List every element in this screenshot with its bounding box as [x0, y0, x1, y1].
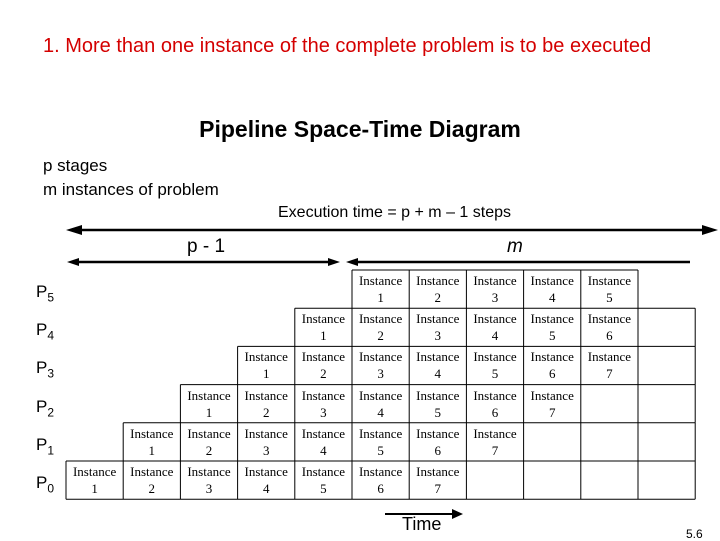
instance-word: Instance — [473, 425, 517, 441]
instance-word: Instance — [187, 387, 231, 403]
stage-label-index: 1 — [47, 443, 55, 458]
instance-cell — [123, 463, 180, 497]
instance-number: 7 — [491, 442, 499, 458]
stage-label — [36, 358, 54, 380]
instance-cell — [581, 310, 638, 344]
instance-cell — [409, 463, 466, 497]
instance-word: Instance — [473, 349, 517, 365]
instance-word: Instance — [358, 273, 403, 288]
sub-span-arrows — [67, 258, 690, 266]
note-stages: p stages — [43, 156, 108, 175]
stage-label-base: P — [36, 282, 48, 301]
instance-cell — [295, 425, 352, 459]
instance-word: Instance — [416, 464, 460, 479]
execution-time-label: Execution time = p + m – 1 steps — [278, 204, 512, 221]
instance-cell — [409, 425, 466, 459]
instance-word: Instance — [530, 349, 574, 365]
instance-number: 4 — [262, 481, 270, 496]
instance-word: Instance — [130, 425, 174, 441]
instance-number: 5 — [320, 481, 327, 496]
instance-cell — [352, 310, 409, 344]
instance-word: Instance — [416, 425, 460, 441]
instance-number: 7 — [434, 481, 442, 496]
stage-label — [36, 282, 54, 304]
instance-number: 1 — [148, 442, 156, 458]
instance-cell — [524, 387, 581, 421]
instance-cell — [466, 310, 523, 344]
instance-number: 5 — [491, 366, 499, 382]
instance-cell — [466, 425, 523, 459]
stage-label-base: P — [36, 434, 48, 454]
instance-number: 6 — [548, 366, 556, 382]
instance-number: 2 — [320, 366, 327, 382]
instance-number: 7 — [606, 366, 613, 382]
instance-cell — [352, 272, 409, 306]
instance-word: Instance — [530, 311, 574, 327]
instance-cell — [352, 463, 409, 497]
instance-word: Instance — [530, 387, 574, 403]
stage-label-index: 3 — [47, 366, 55, 381]
instance-number: 6 — [606, 328, 613, 344]
instance-cell — [581, 272, 638, 306]
instance-number: 3 — [377, 366, 384, 382]
stage-label — [36, 473, 54, 495]
execution-span-arrow — [66, 225, 718, 235]
page-number: 5.6 — [686, 527, 703, 541]
instance-cell — [352, 348, 409, 382]
instance-number: 2 — [262, 404, 270, 420]
instance-number: 6 — [491, 404, 499, 420]
instance-number: 2 — [205, 442, 213, 458]
instance-cell — [466, 387, 523, 421]
span-label-p-minus-1: p - 1 — [187, 236, 226, 257]
instance-word: Instance — [416, 273, 460, 288]
instance-cell — [409, 272, 466, 306]
instance-number: 5 — [377, 442, 384, 458]
span-label-m: m — [507, 236, 523, 257]
instance-word: Instance — [473, 387, 517, 403]
stage-label-base: P — [36, 396, 48, 416]
instance-number: 6 — [434, 442, 442, 458]
instance-cell — [238, 387, 295, 421]
instance-number: 3 — [320, 404, 327, 420]
instance-number: 3 — [434, 328, 442, 344]
instance-word: Instance — [244, 387, 288, 403]
instance-number: 4 — [320, 442, 327, 458]
instance-word: Instance — [358, 387, 403, 403]
instance-number: 4 — [377, 404, 384, 420]
instance-cell — [295, 310, 352, 344]
stage-label-base: P — [36, 358, 48, 378]
instance-cell — [581, 348, 638, 382]
time-axis-label: Time — [402, 514, 442, 534]
instance-word: Instance — [244, 425, 288, 441]
instance-word: Instance — [244, 349, 288, 365]
instance-word: Instance — [358, 349, 403, 365]
instance-number: 5 — [434, 404, 442, 420]
instance-word: Instance — [530, 273, 574, 288]
instance-cell — [180, 387, 237, 421]
instance-word: Instance — [587, 349, 632, 365]
instance-word: Instance — [130, 464, 174, 479]
instance-number: 2 — [377, 328, 384, 344]
instance-cell — [295, 387, 352, 421]
instance-cell — [352, 425, 409, 459]
instance-word: Instance — [358, 311, 403, 327]
instance-cell — [466, 272, 523, 306]
stage-label-base: P — [36, 473, 48, 492]
instance-number: 7 — [548, 404, 556, 420]
instance-number: 1 — [320, 328, 327, 344]
instance-word: Instance — [416, 387, 460, 403]
instance-number: 3 — [205, 481, 213, 496]
instance-cell — [409, 348, 466, 382]
instance-word: Instance — [301, 349, 346, 365]
instance-number: 2 — [434, 290, 442, 305]
instance-word: Instance — [301, 464, 346, 479]
instance-word: Instance — [416, 311, 460, 327]
instance-word: Instance — [473, 273, 517, 288]
instance-word: Instance — [244, 464, 288, 479]
instance-number: 2 — [148, 481, 156, 496]
instance-number: 1 — [205, 404, 213, 420]
instance-number: 6 — [377, 481, 384, 496]
diagram-title: Pipeline Space-Time Diagram — [199, 116, 521, 142]
stage-label — [36, 435, 54, 457]
instance-number: 3 — [262, 442, 270, 458]
stage-label-base: P — [36, 320, 48, 340]
instance-cell — [409, 310, 466, 344]
instance-cell — [466, 348, 523, 382]
instance-number: 1 — [91, 481, 98, 496]
instance-word: Instance — [416, 349, 460, 365]
instance-cell — [524, 272, 581, 306]
instance-cell — [524, 310, 581, 344]
instance-cell — [66, 463, 123, 497]
instance-number: 3 — [491, 290, 499, 305]
instance-word: Instance — [187, 425, 231, 441]
instance-number: 1 — [377, 290, 384, 305]
instance-word: Instance — [587, 273, 632, 288]
instance-cell — [238, 425, 295, 459]
instance-cell — [238, 348, 295, 382]
instance-cell — [238, 463, 295, 497]
instance-cell — [295, 348, 352, 382]
note-instances: m instances of problem — [43, 180, 219, 199]
instance-number: 4 — [491, 328, 499, 344]
instance-cell — [524, 348, 581, 382]
instance-cell — [295, 463, 352, 497]
instance-word: Instance — [187, 464, 231, 479]
instance-cell — [180, 425, 237, 459]
instance-word: Instance — [72, 464, 117, 479]
stage-label — [36, 397, 54, 419]
stage-label-index: 5 — [47, 290, 55, 305]
instance-word: Instance — [473, 311, 517, 327]
instance-word: Instance — [358, 425, 403, 441]
stage-label-index: 0 — [47, 481, 55, 496]
instance-cell — [123, 425, 180, 459]
instance-number: 5 — [606, 290, 613, 305]
instance-word: Instance — [358, 464, 403, 479]
instance-cell — [180, 463, 237, 497]
instance-word: Instance — [301, 387, 346, 403]
instance-word: Instance — [587, 311, 632, 327]
instance-number: 4 — [434, 366, 442, 382]
slide-bullet: 1. More than one instance of the complete problem is to be executed — [43, 35, 652, 57]
stage-label — [36, 320, 54, 342]
instance-number: 4 — [548, 290, 556, 305]
instance-cell — [409, 387, 466, 421]
instance-word: Instance — [301, 311, 346, 327]
instance-cell — [352, 387, 409, 421]
instance-number: 1 — [262, 366, 270, 382]
stage-label-index: 4 — [47, 328, 55, 343]
instance-number: 5 — [548, 328, 556, 344]
stage-label-index: 2 — [47, 404, 55, 419]
instance-word: Instance — [301, 425, 346, 441]
